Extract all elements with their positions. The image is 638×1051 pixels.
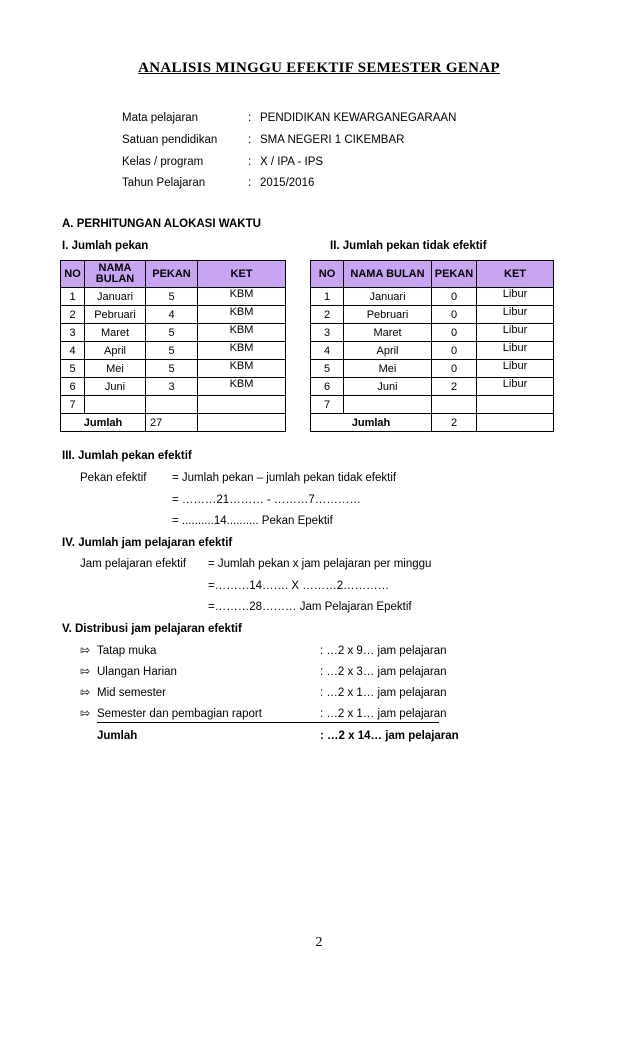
cell-weeks: 5: [146, 342, 198, 360]
table-row: [61, 342, 286, 360]
header-weeks: PEKAN: [432, 261, 477, 288]
distribution-label: Semester dan pembagian raport: [97, 708, 262, 720]
meta-value: 2015/2016: [260, 177, 315, 189]
table-row: [61, 396, 286, 414]
meta-label: Kelas / program: [122, 156, 204, 168]
cell-no: 2: [311, 306, 344, 324]
cell-weeks: 4: [146, 306, 198, 324]
meta-value: SMA NEGERI 1 CIKEMBAR: [260, 134, 405, 146]
distribution-total-value: : …2 x 14… jam pelajaran: [320, 730, 459, 742]
cell-weeks: 5: [146, 288, 198, 306]
cell-month: April: [85, 342, 146, 360]
section4-line1: = Jumlah pekan x jam pelajaran per minggu: [208, 558, 432, 570]
cell-month: Maret: [344, 324, 432, 342]
section4-heading: IV. Jumlah jam pelajaran efektif: [62, 537, 233, 549]
arrow-bullet-icon: ⇰: [80, 664, 91, 678]
cell-ket: KBM: [198, 306, 286, 324]
cell-month: Pebruari: [344, 306, 432, 324]
arrow-bullet-icon: ⇰: [80, 706, 91, 720]
distribution-label: Tatap muka: [97, 645, 157, 657]
meta-label: Tahun Pelajaran: [122, 177, 206, 189]
page-number: 2: [315, 935, 323, 950]
header-month: NAMA BULAN: [344, 261, 432, 288]
cell-no: 1: [61, 288, 85, 306]
cell-ket: KBM: [198, 288, 286, 306]
table-row: [311, 342, 554, 360]
cell-month: Mei: [344, 360, 432, 378]
header-no: NO: [61, 261, 85, 288]
cell-weeks: 2: [432, 378, 477, 396]
section5-heading: V. Distribusi jam pelajaran efektif: [62, 623, 242, 635]
cell-no: 7: [311, 396, 344, 414]
meta-label: Satuan pendidikan: [122, 134, 218, 146]
table-row: [311, 288, 554, 306]
cell-month: Juni: [344, 378, 432, 396]
distribution-value: : …2 x 1… jam pelajaran: [320, 687, 447, 699]
cell-ket: Libur: [477, 378, 554, 396]
cell-no: 4: [61, 342, 85, 360]
distribution-value: : …2 x 9… jam pelajaran: [320, 645, 447, 657]
cell-no: 5: [61, 360, 85, 378]
total-value: 2: [432, 414, 477, 432]
meta-value: X / IPA - IPS: [260, 156, 324, 168]
section3-line3: = ..........14.......... Pekan Epektif: [172, 515, 333, 527]
arrow-bullet-icon: ⇰: [80, 685, 91, 699]
table-row: [61, 324, 286, 342]
header-ket: KET: [198, 261, 286, 288]
distribution-label: Ulangan Harian: [97, 666, 177, 678]
table-total-row: [311, 414, 554, 432]
cell-ket: Libur: [477, 324, 554, 342]
cell-month: [85, 396, 146, 414]
header-no: NO: [311, 261, 344, 288]
header-month: NAMA BULAN: [85, 261, 146, 288]
total-empty: [477, 414, 554, 432]
meta-value: PENDIDIKAN KEWARGANEGARAAN: [260, 112, 457, 124]
cell-weeks: 5: [146, 360, 198, 378]
cell-ket: [477, 396, 554, 414]
distribution-total-label: Jumlah: [97, 730, 138, 742]
cell-month: Mei: [85, 360, 146, 378]
cell-weeks: 0: [432, 324, 477, 342]
table-row: [311, 378, 554, 396]
table-header-row: [61, 261, 286, 288]
table-row: [61, 306, 286, 324]
cell-ket: KBM: [198, 342, 286, 360]
cell-month: Maret: [85, 324, 146, 342]
cell-weeks: 3: [146, 378, 198, 396]
header-ket: KET: [477, 261, 554, 288]
table1-heading: I. Jumlah pekan: [62, 240, 149, 252]
table-row: [311, 396, 554, 414]
cell-month: Juni: [85, 378, 146, 396]
section3-line1: = Jumlah pekan – jumlah pekan tidak efektif: [172, 472, 397, 484]
weeks-table: [60, 260, 286, 432]
cell-month: Januari: [85, 288, 146, 306]
cell-ket: KBM: [198, 360, 286, 378]
cell-no: 5: [311, 360, 344, 378]
non-effective-weeks-table: [310, 260, 554, 432]
cell-ket: KBM: [198, 324, 286, 342]
page-title: ANALISIS MINGGU EFEKTIF SEMESTER GENAP: [138, 60, 500, 76]
cell-weeks: 0: [432, 288, 477, 306]
cell-ket: Libur: [477, 288, 554, 306]
cell-ket: [198, 396, 286, 414]
table-total-row: [61, 414, 286, 432]
total-value: 27: [146, 414, 198, 432]
total-label: Jumlah: [61, 414, 146, 432]
distribution-value: : …2 x 1… jam pelajaran: [320, 708, 447, 720]
table-row: [61, 378, 286, 396]
table-row: [311, 324, 554, 342]
cell-weeks: [146, 396, 198, 414]
cell-no: 6: [311, 378, 344, 396]
cell-ket: KBM: [198, 378, 286, 396]
section4-line2: =………14……. X ………2…………: [208, 580, 390, 592]
arrow-bullet-icon: ⇰: [80, 643, 91, 657]
meta-separator: :: [248, 112, 252, 124]
table-row: [61, 360, 286, 378]
meta-separator: :: [248, 177, 252, 189]
cell-no: 1: [311, 288, 344, 306]
distribution-label: Mid semester: [97, 687, 167, 699]
cell-no: 6: [61, 378, 85, 396]
meta-separator: :: [248, 134, 252, 146]
section4-label: Jam pelajaran efektif: [80, 558, 187, 570]
table-row: [61, 288, 286, 306]
cell-ket: Libur: [477, 306, 554, 324]
distribution-underline: [97, 722, 439, 723]
table-header-row: [311, 261, 554, 288]
cell-month: Pebruari: [85, 306, 146, 324]
cell-weeks: [432, 396, 477, 414]
cell-month: [344, 396, 432, 414]
section4-line3: =………28……… Jam Pelajaran Epektif: [208, 601, 412, 613]
cell-ket: Libur: [477, 342, 554, 360]
meta-separator: :: [248, 156, 252, 168]
cell-ket: Libur: [477, 360, 554, 378]
section3-line2: = ………21……… - ………7…………: [172, 494, 361, 506]
section3-heading: III. Jumlah pekan efektif: [62, 450, 192, 462]
cell-month: Januari: [344, 288, 432, 306]
cell-no: 7: [61, 396, 85, 414]
table2-heading: II. Jumlah pekan tidak efektif: [330, 240, 487, 252]
section3-label: Pekan efektif: [80, 472, 147, 484]
cell-weeks: 0: [432, 342, 477, 360]
cell-month: April: [344, 342, 432, 360]
distribution-value: : …2 x 3… jam pelajaran: [320, 666, 447, 678]
table-row: [311, 360, 554, 378]
cell-no: 3: [311, 324, 344, 342]
section-a-heading: A. PERHITUNGAN ALOKASI WAKTU: [62, 218, 261, 230]
cell-no: 3: [61, 324, 85, 342]
cell-no: 2: [61, 306, 85, 324]
cell-no: 4: [311, 342, 344, 360]
cell-weeks: 5: [146, 324, 198, 342]
cell-weeks: 0: [432, 360, 477, 378]
table-row: [311, 306, 554, 324]
total-label: Jumlah: [311, 414, 432, 432]
header-weeks: PEKAN: [146, 261, 198, 288]
total-empty: [198, 414, 286, 432]
cell-weeks: 0: [432, 306, 477, 324]
meta-label: Mata pelajaran: [122, 112, 199, 124]
